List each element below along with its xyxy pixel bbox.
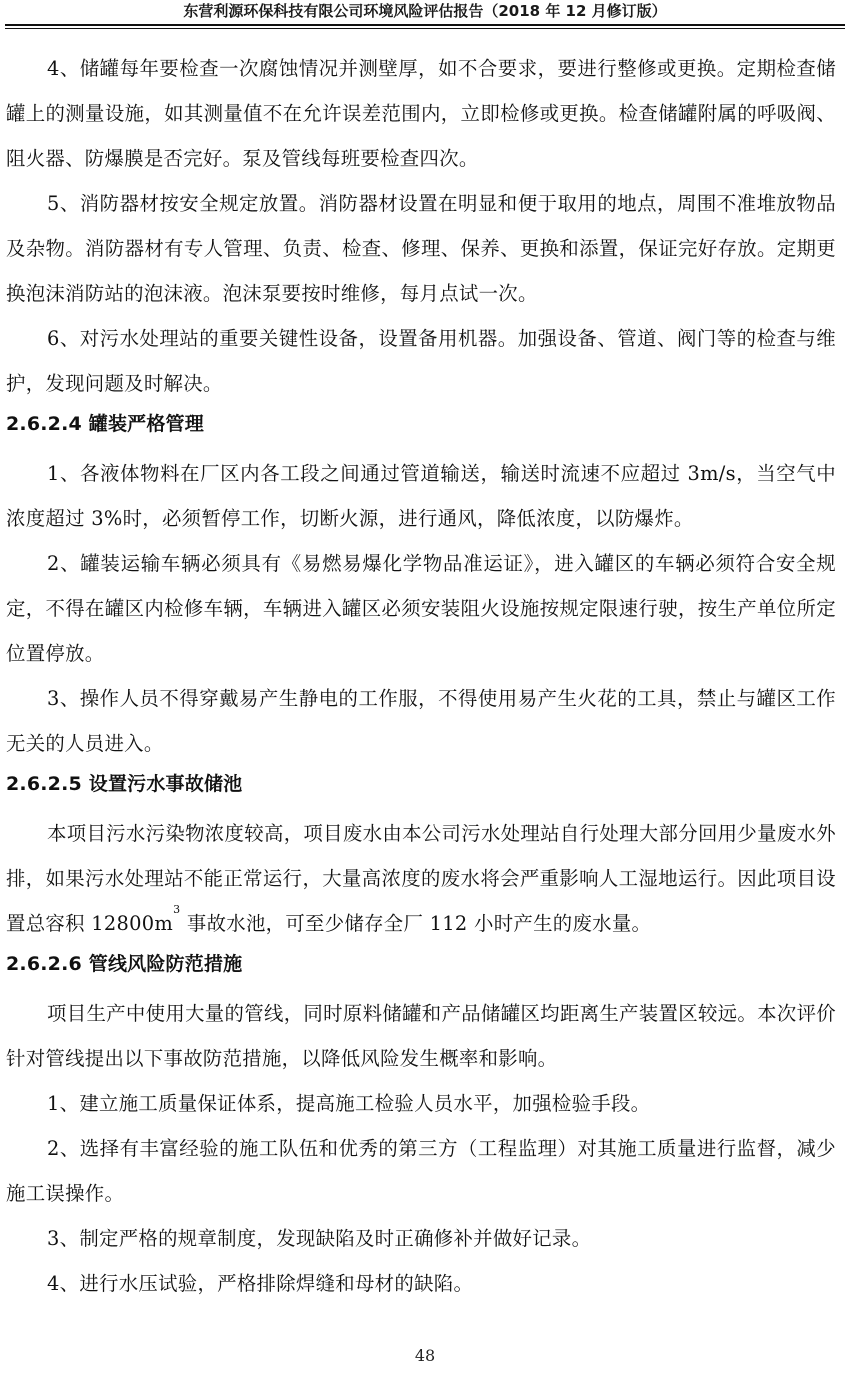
header-rule-thick — [5, 24, 845, 26]
paragraph-text: 事故水池，可至少储存全厂 112 小时产生的废水量。 — [180, 912, 652, 935]
section-heading-2625: 2.6.2.5 设置污水事故储池 — [6, 773, 243, 795]
paragraph: 3、操作人员不得穿戴易产生静电的工作服，不得使用易产生火花的工具，禁止与罐区工作无关的人员进入。 — [6, 687, 836, 755]
paragraph: 2、罐装运输车辆必须具有《易燃易爆化学物品准运证》，进入罐区的车辆必须符合安全规定，不得在罐区内检修车辆，车辆进入罐区必须安装阻火设施按规定限速行驶，按生产单位所定位置停放。 — [6, 552, 836, 665]
spacer — [6, 443, 836, 451]
paragraph: 4、进行水压试验，严格排除焊缝和母材的缺陷。 — [47, 1272, 474, 1295]
paragraph: 1、各液体物料在厂区内各工段之间通过管道输送，输送时流速不应超过 3m/s，当空气中浓度超过 3%时，必须暂停工作，切断火源，进行通风，降低浓度，以防爆炸。 — [6, 462, 836, 530]
paragraph: 1、建立施工质量保证体系，提高施工检验人员水平，加强检验手段。 — [47, 1092, 651, 1115]
section-heading-2626: 2.6.2.6 管线风险防范措施 — [6, 953, 243, 975]
paragraph-text: 本项目污水污染物浓度较高，项目废水由本公司污水处理站自行处理大部分回用少量废水外排，如果污水处理站不能正常运行，大量高浓度的废水将会严重影响人工湿地运行。因此项目设置总容积 12800m — [6, 822, 836, 935]
header-rule-thin — [5, 28, 845, 29]
paragraph: 项目生产中使用大量的管线，同时原料储罐和产品储罐区均距离生产装置区较远。本次评价针对管线提出以下事故防范措施，以降低风险发生概率和影响。 — [6, 1002, 836, 1070]
paragraph-accident-pool — [6, 811, 836, 946]
document-body — [6, 46, 836, 1306]
page-header: 东营利源环保科技有限公司环境风险评估报告（2018 年 12 月修订版） — [183, 2, 667, 20]
paragraph: 5、消防器材按安全规定放置。消防器材设置在明显和便于取用的地点，周围不准堆放物品及杂物。消防器材有专人管理、负责、检查、修理、保养、更换和添置，保证完好存放。定期更换泡沫消防站的泡沫液。泡沫泵要按时维修，每月点试一次。 — [6, 192, 836, 305]
page-number: 48 — [414, 1346, 436, 1365]
section-heading-2624: 2.6.2.4 罐装严格管理 — [6, 413, 204, 435]
spacer — [6, 983, 836, 991]
paragraph: 4、储罐每年要检查一次腐蚀情况并测壁厚，如不合要求，要进行整修或更换。定期检查储罐上的测量设施，如其测量值不在允许误差范围内，立即检修或更换。检查储罐附属的呼吸阀、阻火器、防爆膜是否完好。泵及管线每班要检查四次。 — [6, 57, 836, 170]
paragraph: 6、对污水处理站的重要关键性设备，设置备用机器。加强设备、管道、阀门等的检查与维护，发现问题及时解决。 — [6, 327, 836, 395]
superscript: 3 — [173, 903, 181, 916]
paragraph: 2、选择有丰富经验的施工队伍和优秀的第三方（工程监理）对其施工质量进行监督，减少施工误操作。 — [6, 1137, 836, 1205]
paragraph: 3、制定严格的规章制度，发现缺陷及时正确修补并做好记录。 — [47, 1227, 592, 1250]
spacer — [6, 803, 836, 811]
